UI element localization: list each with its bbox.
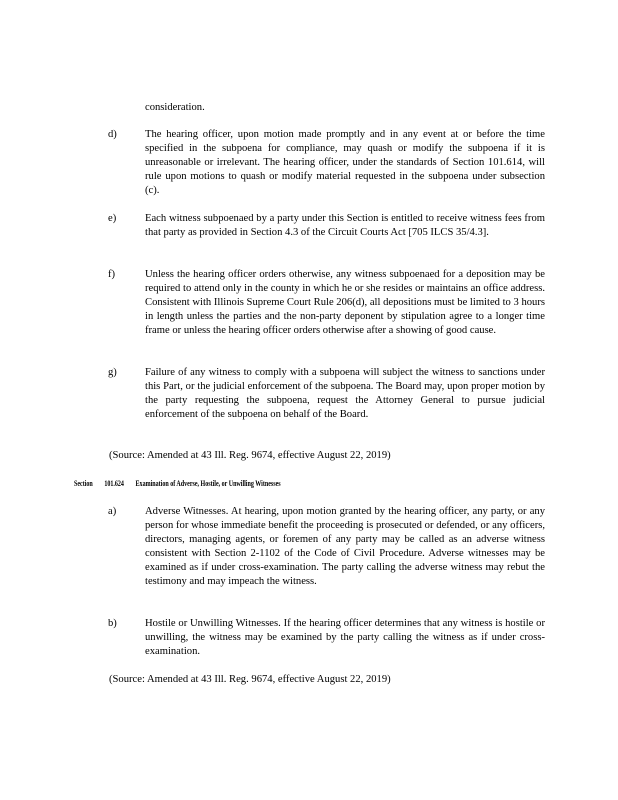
paragraph-label-g: g) [108, 367, 117, 378]
paragraph-label-d: d) [108, 129, 117, 140]
paragraph-label-f: f) [108, 269, 116, 280]
paragraph-text-f: Unless the hearing officer orders otherwise, any witness subpoenaed for a deposition may be required to attend only in the county in which he or she resides or maintains an office address. Consistent with Illinois Supreme Court Rule 206(d), all depositions must be limited to 3 hours in length unless the parties and the non-party deponent by stipulation agree to a longer time frame or unless the hearing officer orders otherwise after a showing of good cause. [145, 269, 545, 336]
paragraph-label-a: a) [108, 506, 117, 517]
paragraph-text-a: Adverse Witnesses. At hearing, upon motion granted by the hearing officer, any party, or any person for whose immediate benefit the proceeding is prosecuted or defended, or any officers, directors, managing agents, or foremen of any party may be called as an adverse witness consistent with Section 2-1102 of the Code of Civil Procedure. Adverse witnesses may be examined as if under cross-examination. The party calling the adverse witness may rebut the testimony and may impeach the witness. [145, 506, 545, 587]
section-heading [74, 478, 412, 490]
paragraph-text-d: The hearing officer, upon motion made promptly and in any event at or before the time specified in the subpoena for compliance, may quash or modify the subpoena if it is unreasonable or irrelevant. The hearing officer, under the standards of Section 101.614, will rule upon motions to quash or modify material requested in the subpoena under subsection (c). [145, 129, 545, 196]
section-word: Section [74, 479, 93, 488]
section-number: 101.624 [104, 479, 124, 488]
section-title: Examination of Adverse, Hostile, or Unwilling Witnesses [135, 479, 281, 488]
paragraph-text-g: Failure of any witness to comply with a subpoena will subject the witness to sanctions under this Part, or the judicial enforcement of the subpoena. The Board may, upon proper motion by the party requesting the subpoena, request the Attorney General to pursue judicial enforcement of the subpoena on behalf of the Board. [145, 367, 545, 420]
continuation-text: consideration. [145, 102, 205, 113]
source-note-623: (Source: Amended at 43 Ill. Reg. 9674, effective August 22, 2019) [109, 450, 391, 461]
paragraph-text-b: Hostile or Unwilling Witnesses. If the hearing officer determines that any witness is hostile or unwilling, the witness may be examined by the party calling the witness as if under cross-examination. [145, 618, 545, 657]
paragraph-text-e: Each witness subpoenaed by a party under this Section is entitled to receive witness fees from that party as provided in Section 4.3 of the Circuit Courts Act [705 ILCS 35/4.3]. [145, 213, 545, 238]
paragraph-label-b: b) [108, 618, 117, 629]
source-note-624: (Source: Amended at 43 Ill. Reg. 9674, effective August 22, 2019) [109, 674, 391, 685]
paragraph-label-e: e) [108, 213, 117, 224]
